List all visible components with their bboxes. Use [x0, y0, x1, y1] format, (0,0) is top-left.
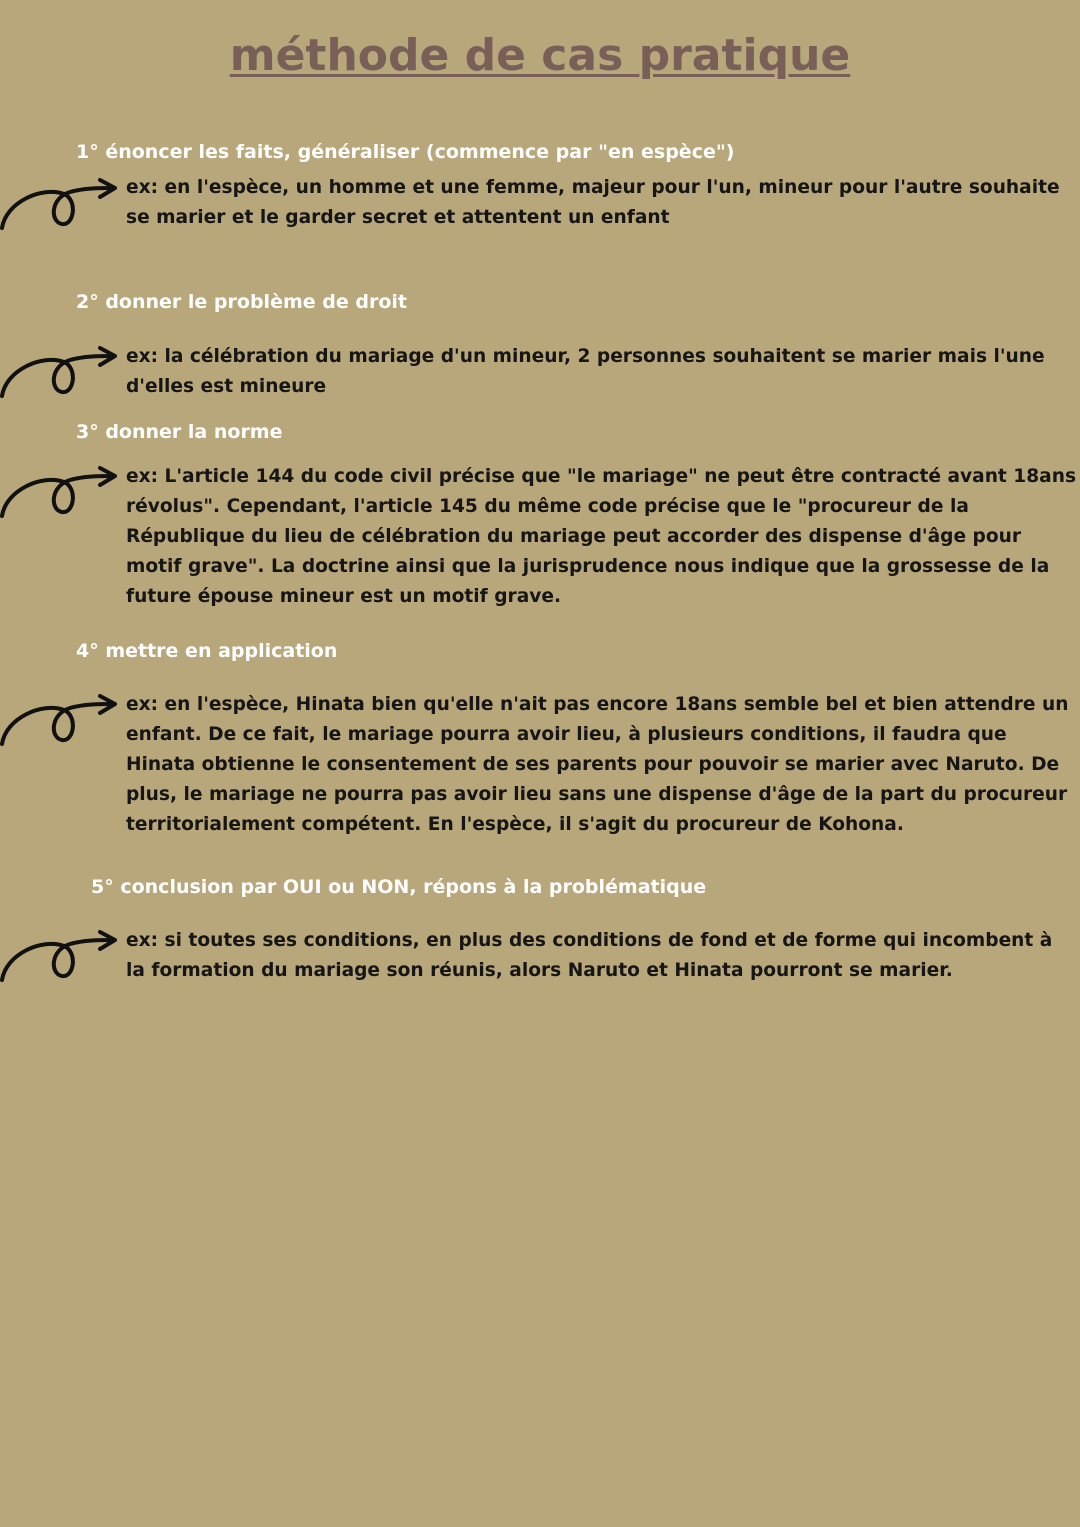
step-1-example: ex: en l'espèce, un homme et une femme, majeur pour l'un, mineur pour l'autre souhaite se marier et le garder secret et attentent un enfant: [126, 177, 1060, 228]
curly-arrow-icon: [0, 928, 122, 988]
step-4-example: ex: en l'espèce, Hinata bien qu'elle n'ait pas encore 18ans semble bel et bien attendre un enfant. De ce fait, le mariage pourra avoir lieu, à plusieurs conditions, il faudra que Hinata obtienne le consentement de ses parents pour pouvoir se marier avec Naruto. De plus, le mariage ne pourra pas avoir lieu sans une dispense d'âge de la part du procureur territorialement compétent. En l'espèce, il s'agit du procureur de Kohona.: [126, 694, 1069, 835]
step-4-heading: 4° mettre en application: [76, 640, 338, 662]
step-2-example: ex: la célébration du mariage d'un mineur, 2 personnes souhaitent se marier mais l'une d'elles est mineure: [126, 346, 1045, 397]
page-title: méthode de cas pratique: [229, 30, 851, 81]
step-5-example: ex: si toutes ses conditions, en plus des conditions de fond et de forme qui incombent à la formation du mariage son réunis, alors Naruto et Hinata pourront se marier.: [126, 930, 1053, 981]
curly-arrow-icon: [0, 344, 122, 404]
step-1-heading: 1° énoncer les faits, généraliser (commence par "en espèce"): [76, 141, 735, 163]
curly-arrow-icon: [0, 692, 122, 752]
step-2-heading: 2° donner le problème de droit: [76, 291, 407, 313]
step-3-example: ex: L'article 144 du code civil précise que "le mariage" ne peut être contracté avant 18ans révolus". Cependant, l'article 145 du même code précise que le "procureur de la République du lieu de célébration du mariage peut accorder des dispense d'âge pour motif grave". La doctrine ainsi que la jurisprudence nous indique que la grossesse de la future épouse mineur est un motif grave.: [126, 466, 1077, 607]
step-5-heading: 5° conclusion par OUI ou NON, répons à la problématique: [91, 876, 707, 898]
step-3-heading: 3° donner la norme: [76, 421, 283, 443]
curly-arrow-icon: [0, 464, 122, 524]
curly-arrow-icon: [0, 176, 122, 236]
